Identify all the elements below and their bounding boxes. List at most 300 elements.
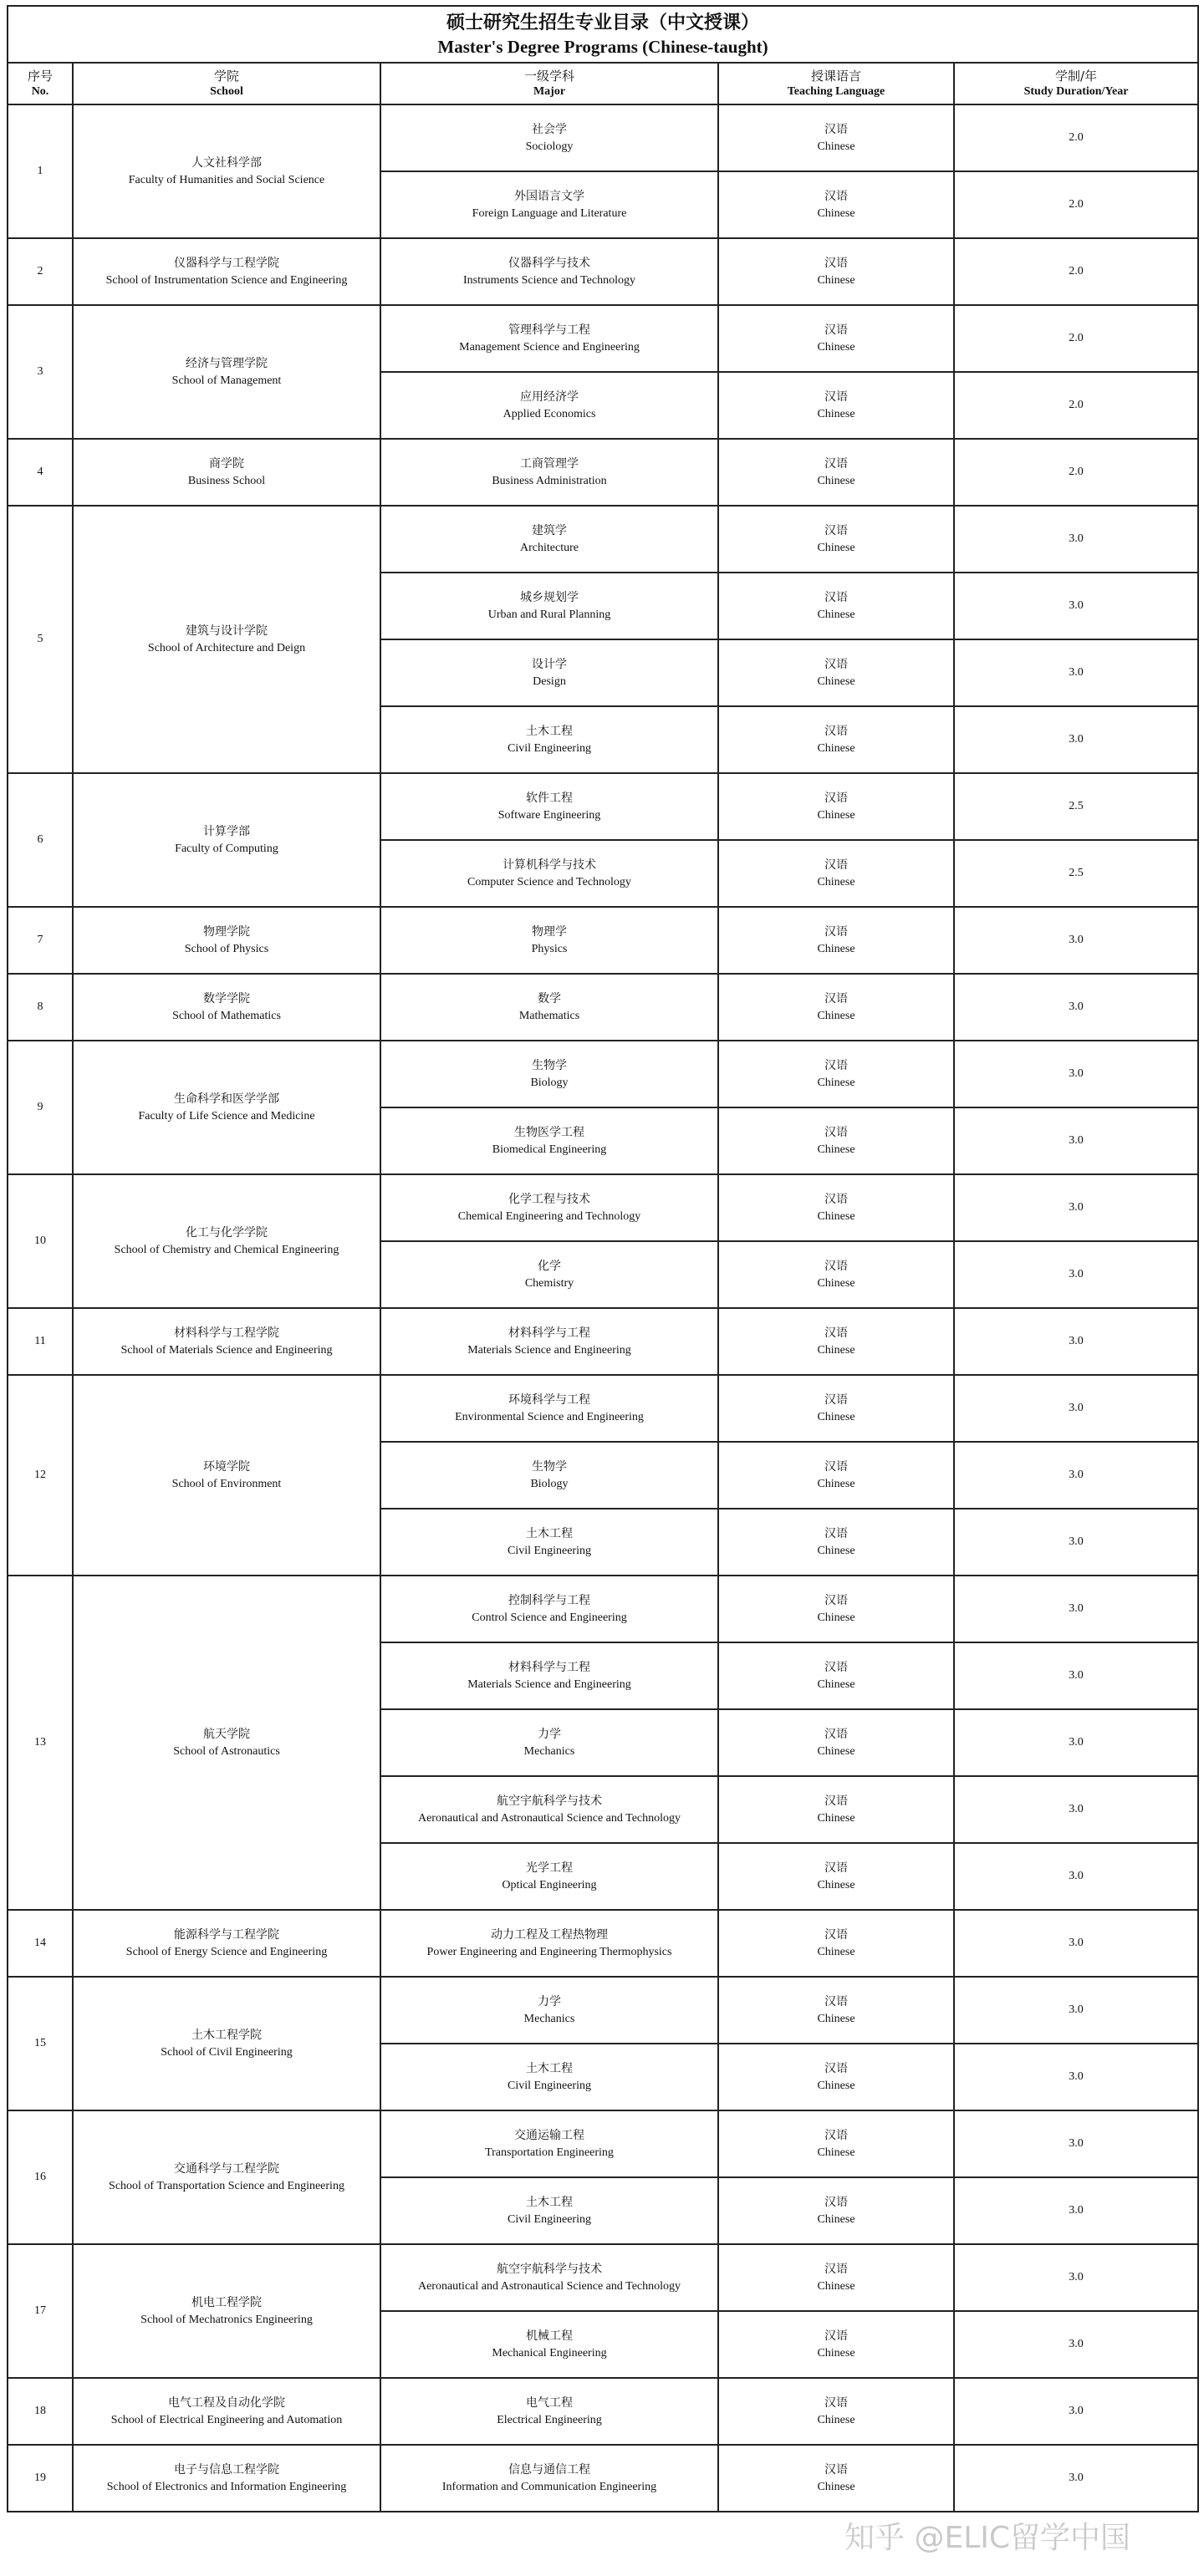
duration-cell: 3.0 — [954, 2445, 1198, 2512]
table-row — [8, 506, 1198, 573]
major-cell — [380, 1977, 718, 2044]
major-cell — [380, 1107, 718, 1174]
major-name-zh: 外国语言文学 — [514, 190, 584, 203]
school-name-en: School of Civil Engineering — [161, 2046, 293, 2059]
table-row — [8, 907, 1198, 974]
language-cell — [718, 171, 954, 238]
duration-cell: 3.0 — [954, 639, 1198, 706]
major-cell — [380, 773, 718, 840]
duration-cell: 3.0 — [954, 1308, 1198, 1375]
school-name-en: School of Instrumentation Science and Engineering — [105, 274, 348, 287]
language-en: Chinese — [817, 542, 855, 554]
language-cell — [718, 573, 954, 639]
language-zh: 汉语 — [824, 524, 848, 537]
language-en: Chinese — [817, 1745, 855, 1758]
major-cell — [380, 1776, 718, 1843]
language-zh: 汉语 — [824, 1861, 848, 1875]
header-major — [380, 63, 718, 104]
duration-cell: 2.0 — [954, 238, 1198, 305]
language-cell — [718, 1977, 954, 2044]
school-number: 17 — [8, 2244, 73, 2378]
language-zh: 汉语 — [824, 2263, 848, 2276]
school-name-en: School of Management — [171, 374, 282, 387]
language-en: Chinese — [817, 2414, 855, 2426]
major-name-en: Optical Engineering — [502, 1879, 597, 1891]
school-name-en: School of Astronautics — [173, 1745, 280, 1758]
table-title — [8, 6, 1198, 63]
duration-cell: 3.0 — [954, 1642, 1198, 1709]
major-name-zh: 航空宇航科学与技术 — [497, 1795, 602, 1808]
table-row — [8, 2445, 1198, 2512]
language-cell — [718, 639, 954, 706]
major-name-zh: 生物医学工程 — [514, 1126, 584, 1139]
language-en: Chinese — [817, 1411, 855, 1423]
school-name-zh: 商学院 — [209, 457, 244, 471]
major-cell — [380, 238, 718, 305]
major-name-en: Chemical Engineering and Technology — [457, 1210, 641, 1223]
school-number: 12 — [8, 1375, 73, 1576]
major-name-zh: 应用经济学 — [520, 390, 579, 404]
duration-cell: 3.0 — [954, 2244, 1198, 2311]
major-cell — [380, 1241, 718, 1308]
major-cell — [380, 573, 718, 639]
major-name-zh: 光学工程 — [526, 1861, 573, 1875]
major-cell — [380, 2311, 718, 2378]
table-body — [8, 104, 1198, 2512]
school-name-en: School of Electrical Engineering and Automation — [110, 2414, 343, 2426]
school-cell — [73, 2110, 380, 2244]
major-name-en: Biology — [530, 1077, 569, 1089]
language-zh: 汉语 — [824, 1995, 848, 2008]
language-en: Chinese — [817, 2080, 855, 2092]
school-name-zh: 土木工程学院 — [191, 2029, 262, 2042]
school-cell — [73, 2445, 380, 2512]
major-name-en: Management Science and Engineering — [459, 341, 640, 354]
language-cell — [718, 2177, 954, 2244]
language-en: Chinese — [817, 1010, 855, 1022]
language-en: Chinese — [817, 1077, 855, 1089]
watermark: 知乎 @ELIC留学中国 — [844, 2521, 1131, 2555]
major-name-zh: 社会学 — [532, 123, 567, 136]
language-cell — [718, 1642, 954, 1709]
duration-cell: 2.0 — [954, 171, 1198, 238]
duration-cell: 3.0 — [954, 1442, 1198, 1509]
school-cell — [73, 1174, 380, 1308]
major-name-en: Transportation Engineering — [485, 2146, 614, 2159]
language-en: Chinese — [817, 1143, 855, 1156]
language-cell — [718, 773, 954, 840]
language-zh: 汉语 — [824, 1661, 848, 1674]
language-cell — [718, 706, 954, 773]
table-row — [8, 2244, 1198, 2311]
major-name-en: Materials Science and Engineering — [467, 1344, 631, 1357]
language-zh: 汉语 — [824, 1795, 848, 1808]
title-en: Master's Degree Programs (Chinese-taught) — [437, 37, 768, 57]
school-number: 3 — [8, 305, 73, 439]
language-en: Chinese — [817, 2013, 855, 2025]
school-name-en: School of Chemistry and Chemical Engineering — [114, 1244, 339, 1256]
duration-cell: 3.0 — [954, 2177, 1198, 2244]
duration-cell: 2.0 — [954, 305, 1198, 372]
school-name-en: School of Energy Science and Engineering — [125, 1946, 328, 1958]
major-name-zh: 计算机科学与技术 — [503, 858, 596, 872]
major-name-en: Applied Economics — [503, 408, 596, 420]
table-row — [8, 1308, 1198, 1375]
language-en: Chinese — [817, 742, 855, 755]
school-name-en: School of Mechatronics Engineering — [140, 2314, 313, 2326]
language-cell — [718, 1174, 954, 1241]
school-cell — [73, 104, 380, 238]
header-language — [718, 63, 954, 104]
school-name-zh: 人文社科学部 — [191, 156, 262, 170]
major-cell — [380, 1041, 718, 1107]
major-name-en: Foreign Language and Literature — [472, 207, 627, 220]
major-name-en: Civil Engineering — [508, 742, 591, 755]
language-zh: 汉语 — [824, 123, 848, 136]
major-cell — [380, 372, 718, 439]
school-number: 16 — [8, 2110, 73, 2244]
school-name-en: Faculty of Computing — [175, 843, 278, 855]
language-cell — [718, 2378, 954, 2445]
language-en: Chinese — [817, 1946, 855, 1958]
school-number: 7 — [8, 907, 73, 974]
language-cell — [718, 1107, 954, 1174]
major-name-en: Civil Engineering — [508, 2213, 591, 2226]
language-cell — [718, 2311, 954, 2378]
major-cell — [380, 1442, 718, 1509]
school-cell — [73, 1308, 380, 1375]
header-school-en: School — [210, 85, 243, 98]
duration-cell: 3.0 — [954, 506, 1198, 573]
language-cell — [718, 2244, 954, 2311]
major-name-en: Mathematics — [518, 1010, 580, 1022]
language-cell — [718, 372, 954, 439]
school-name-en: School of Materials Science and Engineering — [120, 1344, 333, 1357]
language-zh: 汉语 — [824, 2196, 848, 2209]
table-row — [8, 2110, 1198, 2177]
language-zh: 汉语 — [824, 1326, 848, 1340]
major-name-zh: 数学 — [538, 992, 561, 1005]
language-en: Chinese — [817, 1611, 855, 1624]
major-name-zh: 控制科学与工程 — [508, 1594, 590, 1607]
table-row — [8, 238, 1198, 305]
major-name-zh: 土木工程 — [526, 2196, 573, 2209]
school-name-en: School of Mathematics — [172, 1010, 281, 1022]
table-row — [8, 305, 1198, 372]
major-name-zh: 航空宇航科学与技术 — [497, 2263, 602, 2276]
major-name-en: Physics — [531, 943, 568, 955]
language-cell — [718, 2110, 954, 2177]
duration-cell: 3.0 — [954, 2044, 1198, 2110]
school-cell — [73, 2378, 380, 2445]
major-cell — [380, 706, 718, 773]
duration-cell: 3.0 — [954, 2110, 1198, 2177]
school-name-zh: 建筑与设计学院 — [186, 624, 268, 638]
table-row — [8, 974, 1198, 1041]
school-cell — [73, 974, 380, 1041]
school-name-zh: 机电工程学院 — [191, 2296, 262, 2309]
header-no — [8, 63, 73, 104]
school-name-en: Faculty of Humanities and Social Science — [128, 174, 325, 186]
major-name-zh: 力学 — [538, 1728, 561, 1741]
major-cell — [380, 1910, 718, 1977]
major-name-zh: 机械工程 — [526, 2329, 573, 2343]
language-zh: 汉语 — [824, 591, 848, 604]
major-name-en: Business Administration — [492, 475, 607, 487]
school-number: 6 — [8, 773, 73, 907]
school-number: 5 — [8, 506, 73, 773]
major-name-en: Aeronautical and Astronautical Science and Technology — [417, 1812, 681, 1825]
language-en: Chinese — [817, 2481, 855, 2493]
duration-cell: 2.0 — [954, 439, 1198, 506]
duration-cell: 3.0 — [954, 573, 1198, 639]
language-cell — [718, 907, 954, 974]
table-row — [8, 1576, 1198, 1642]
school-cell — [73, 1910, 380, 1977]
major-name-en: Mechanical Engineering — [492, 2347, 607, 2360]
major-name-en: Biomedical Engineering — [492, 1143, 607, 1156]
major-name-en: Information and Communication Engineering — [441, 2481, 657, 2493]
school-number: 9 — [8, 1041, 73, 1174]
major-name-en: Control Science and Engineering — [472, 1611, 627, 1624]
major-cell — [380, 506, 718, 573]
language-en: Chinese — [817, 943, 855, 955]
major-cell — [380, 1375, 718, 1442]
major-name-en: Architecture — [520, 542, 579, 554]
major-name-en: Mechanics — [523, 2013, 575, 2025]
school-name-zh: 材料科学与工程学院 — [174, 1326, 279, 1340]
major-name-zh: 信息与通信工程 — [508, 2463, 590, 2477]
header-language-en: Teaching Language — [787, 85, 885, 98]
language-zh: 汉语 — [824, 658, 848, 671]
language-zh: 汉语 — [824, 323, 848, 337]
school-cell — [73, 439, 380, 506]
duration-cell: 3.0 — [954, 2311, 1198, 2378]
major-cell — [380, 974, 718, 1041]
duration-cell: 3.0 — [954, 907, 1198, 974]
header-school — [73, 63, 380, 104]
school-name-zh: 航天学院 — [203, 1728, 250, 1741]
table-row — [8, 1174, 1198, 1241]
school-number: 8 — [8, 974, 73, 1041]
language-en: Chinese — [817, 408, 855, 420]
header-school-zh: 学院 — [213, 69, 239, 84]
major-cell — [380, 2445, 718, 2512]
header-duration-en: Study Duration/Year — [1023, 85, 1129, 98]
header-duration-zh: 学制/年 — [1054, 69, 1098, 84]
language-en: Chinese — [817, 1545, 855, 1557]
school-name-zh: 化工与化学学院 — [186, 1226, 268, 1240]
language-en: Chinese — [817, 2347, 855, 2360]
major-name-zh: 化学工程与技术 — [508, 1193, 590, 1206]
major-name-zh: 软件工程 — [526, 792, 573, 805]
table-row — [8, 104, 1198, 171]
language-zh: 汉语 — [824, 390, 848, 404]
language-en: Chinese — [817, 1478, 855, 1490]
language-zh: 汉语 — [824, 1594, 848, 1607]
language-en: Chinese — [817, 1678, 855, 1691]
major-name-en: Computer Science and Technology — [467, 876, 631, 888]
duration-cell: 2.0 — [954, 372, 1198, 439]
school-cell — [73, 1576, 380, 1910]
language-cell — [718, 840, 954, 907]
school-number: 2 — [8, 238, 73, 305]
language-cell — [718, 974, 954, 1041]
school-number: 19 — [8, 2445, 73, 2512]
language-en: Chinese — [817, 1879, 855, 1891]
header-duration — [954, 63, 1198, 104]
language-en: Chinese — [817, 608, 855, 621]
language-cell — [718, 104, 954, 171]
major-name-zh: 电气工程 — [526, 2396, 573, 2410]
major-cell — [380, 639, 718, 706]
major-name-zh: 设计学 — [532, 658, 567, 671]
major-name-zh: 土木工程 — [526, 1527, 573, 1540]
language-en: Chinese — [817, 2280, 855, 2293]
language-zh: 汉语 — [824, 1527, 848, 1540]
language-zh: 汉语 — [824, 1126, 848, 1139]
major-name-en: Electrical Engineering — [497, 2414, 602, 2426]
language-zh: 汉语 — [824, 2062, 848, 2075]
header-major-en: Major — [533, 85, 566, 98]
major-name-zh: 材料科学与工程 — [508, 1661, 590, 1674]
school-name-zh: 能源科学与工程学院 — [174, 1928, 279, 1942]
language-en: Chinese — [817, 1210, 855, 1223]
language-cell — [718, 1442, 954, 1509]
school-name-zh: 环境学院 — [203, 1460, 250, 1474]
major-cell — [380, 104, 718, 171]
major-name-en: Civil Engineering — [508, 1545, 591, 1557]
language-en: Chinese — [817, 140, 855, 153]
school-name-zh: 电子与信息工程学院 — [174, 2463, 279, 2477]
language-en: Chinese — [817, 1277, 855, 1290]
major-name-zh: 土木工程 — [526, 725, 573, 738]
language-en: Chinese — [817, 2146, 855, 2159]
duration-cell: 2.5 — [954, 840, 1198, 907]
major-name-zh: 化学 — [538, 1260, 561, 1273]
major-name-zh: 生物学 — [532, 1460, 567, 1474]
school-cell — [73, 773, 380, 907]
table-row — [8, 439, 1198, 506]
language-cell — [718, 506, 954, 573]
school-cell — [73, 238, 380, 305]
school-name-zh: 经济与管理学院 — [186, 357, 268, 370]
major-name-zh: 仪器科学与技术 — [508, 257, 590, 270]
table-row — [8, 2378, 1198, 2445]
header-language-zh: 授课语言 — [810, 69, 861, 84]
language-cell — [718, 439, 954, 506]
language-zh: 汉语 — [824, 1928, 848, 1942]
major-name-en: Aeronautical and Astronautical Science and Technology — [417, 2280, 681, 2293]
language-en: Chinese — [817, 1812, 855, 1825]
major-cell — [380, 2378, 718, 2445]
duration-cell: 3.0 — [954, 1910, 1198, 1977]
major-cell — [380, 1709, 718, 1776]
language-cell — [718, 1843, 954, 1910]
school-number: 18 — [8, 2378, 73, 2445]
major-cell — [380, 1509, 718, 1576]
language-en: Chinese — [817, 341, 855, 354]
school-name-zh: 数学学院 — [203, 992, 250, 1005]
duration-cell: 3.0 — [954, 1107, 1198, 1174]
language-cell — [718, 1709, 954, 1776]
table-row — [8, 1375, 1198, 1442]
major-name-zh: 动力工程及工程热物理 — [491, 1928, 608, 1942]
school-cell — [73, 506, 380, 773]
school-cell — [73, 907, 380, 974]
duration-cell: 3.0 — [954, 1174, 1198, 1241]
major-name-en: Civil Engineering — [508, 2080, 591, 2092]
major-cell — [380, 1576, 718, 1642]
language-cell — [718, 305, 954, 372]
duration-cell: 3.0 — [954, 1241, 1198, 1308]
major-name-zh: 管理科学与工程 — [508, 323, 590, 337]
major-name-en: Urban and Rural Planning — [487, 608, 611, 621]
major-cell — [380, 1174, 718, 1241]
major-name-zh: 土木工程 — [526, 2062, 573, 2075]
duration-cell: 3.0 — [954, 1375, 1198, 1442]
language-zh: 汉语 — [824, 1193, 848, 1206]
major-cell — [380, 2110, 718, 2177]
major-name-en: Chemistry — [524, 1277, 574, 1290]
language-zh: 汉语 — [824, 1460, 848, 1474]
major-name-en: Materials Science and Engineering — [467, 1678, 631, 1691]
school-number: 13 — [8, 1576, 73, 1910]
language-zh: 汉语 — [824, 190, 848, 203]
major-name-en: Mechanics — [523, 1745, 575, 1758]
language-cell — [718, 1910, 954, 1977]
language-cell — [718, 1576, 954, 1642]
major-name-zh: 工商管理学 — [520, 457, 579, 471]
language-zh: 汉语 — [824, 992, 848, 1005]
major-cell — [380, 171, 718, 238]
language-zh: 汉语 — [824, 2463, 848, 2477]
major-cell — [380, 1642, 718, 1709]
language-cell — [718, 1509, 954, 1576]
major-name-en: Sociology — [525, 140, 574, 153]
language-zh: 汉语 — [824, 1059, 848, 1072]
major-name-en: Power Engineering and Engineering Thermophysics — [426, 1946, 672, 1958]
major-name-en: Software Engineering — [497, 809, 601, 822]
language-en: Chinese — [817, 675, 855, 688]
duration-cell: 2.0 — [954, 104, 1198, 171]
major-name-zh: 生物学 — [532, 1059, 567, 1072]
language-zh: 汉语 — [824, 257, 848, 270]
duration-cell: 3.0 — [954, 1709, 1198, 1776]
language-zh: 汉语 — [824, 2129, 848, 2142]
language-en: Chinese — [817, 2213, 855, 2226]
language-en: Chinese — [817, 475, 855, 487]
school-name-zh: 计算学部 — [203, 825, 250, 838]
language-zh: 汉语 — [824, 1260, 848, 1273]
major-name-zh: 材料科学与工程 — [508, 1326, 590, 1340]
duration-cell: 3.0 — [954, 706, 1198, 773]
language-cell — [718, 238, 954, 305]
major-cell — [380, 907, 718, 974]
language-zh: 汉语 — [824, 1728, 848, 1741]
major-name-zh: 环境科学与工程 — [508, 1393, 590, 1407]
school-cell — [73, 2244, 380, 2378]
major-name-zh: 力学 — [538, 1995, 561, 2008]
major-cell — [380, 1843, 718, 1910]
duration-cell: 3.0 — [954, 1576, 1198, 1642]
duration-cell: 2.5 — [954, 773, 1198, 840]
school-cell — [73, 305, 380, 439]
header-major-zh: 一级学科 — [523, 69, 574, 84]
language-zh: 汉语 — [824, 858, 848, 872]
duration-cell: 3.0 — [954, 1509, 1198, 1576]
school-number: 1 — [8, 104, 73, 238]
